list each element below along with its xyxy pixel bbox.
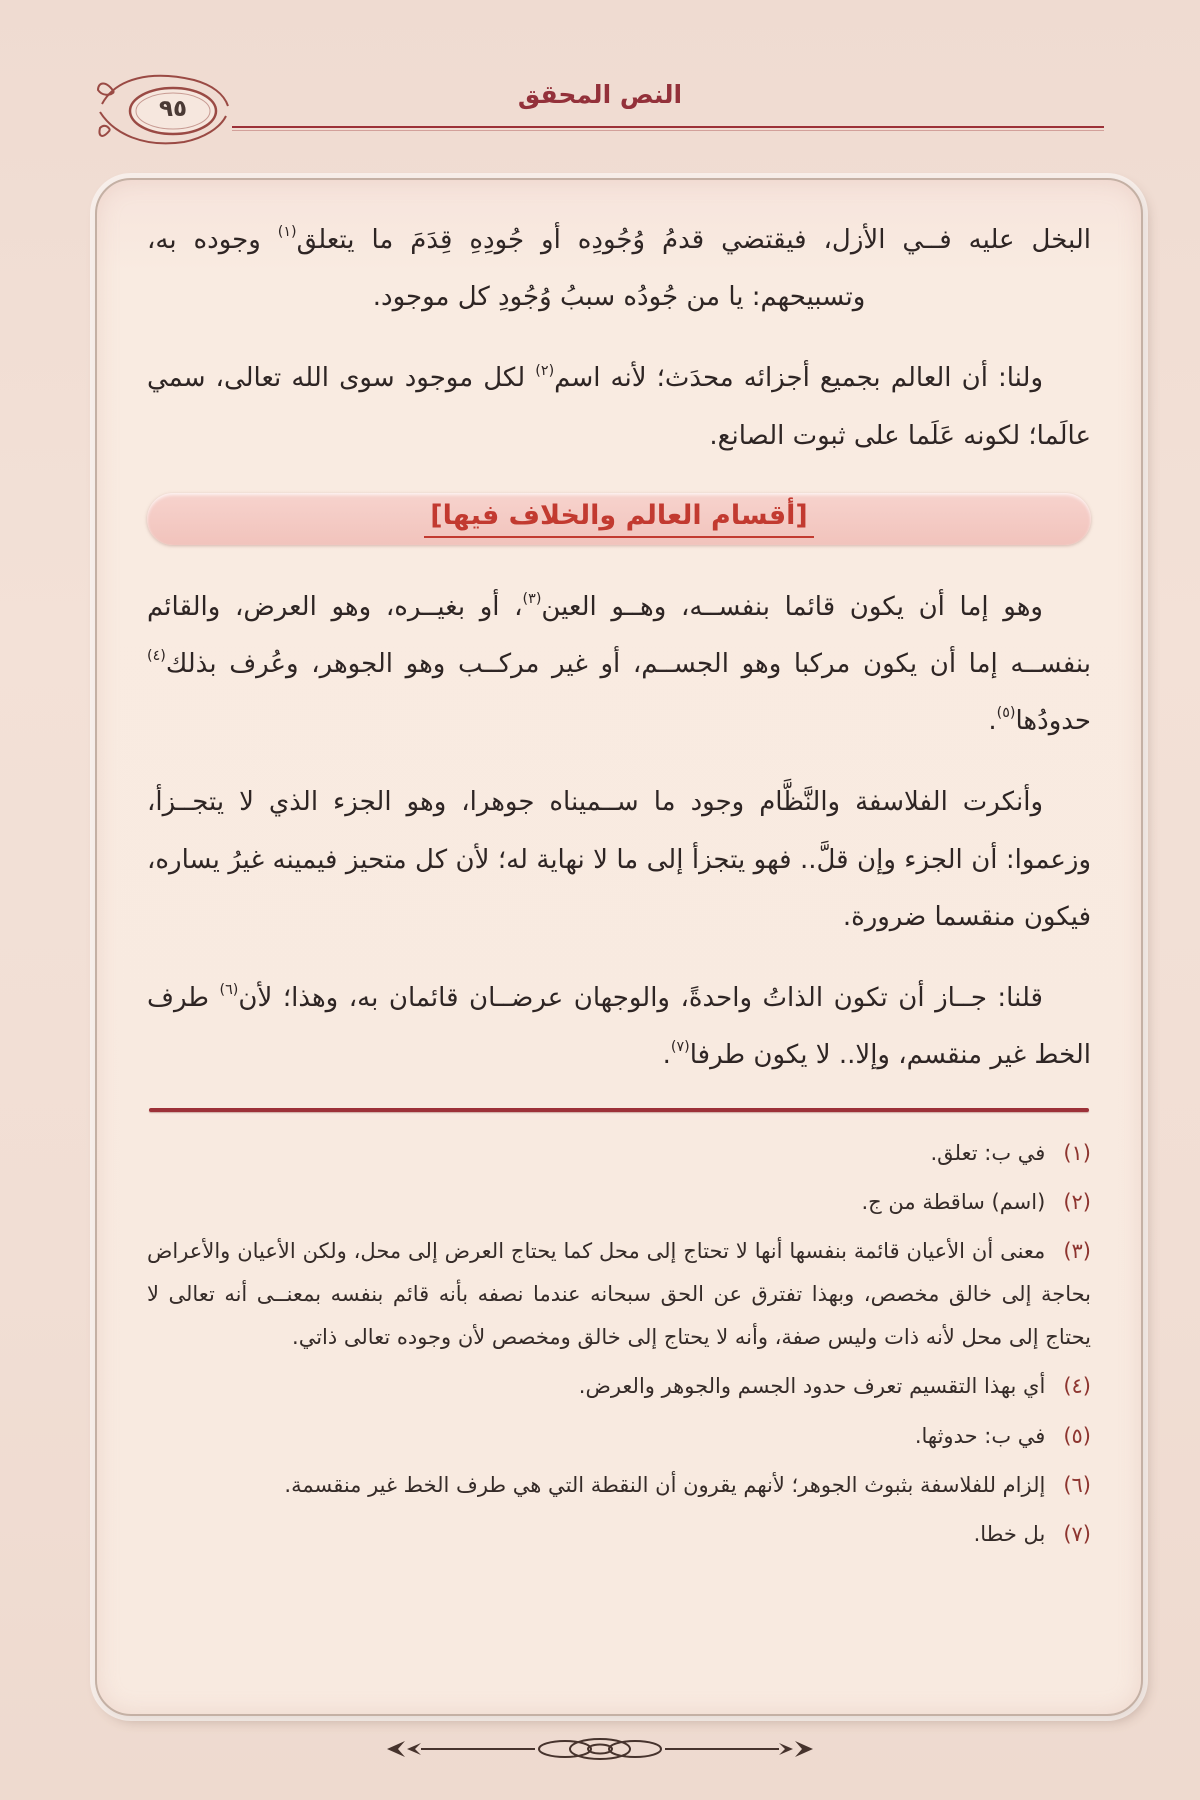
footnote-text: بل خطا. (973, 1521, 1046, 1546)
footnote-number: (٦) (1063, 1472, 1091, 1497)
footnotes-section (147, 1132, 1091, 1555)
footnote-separator (149, 1108, 1089, 1112)
footnote-number: (٣) (1063, 1239, 1091, 1264)
paragraph: قلنا: جــاز أن تكون الذاتُ واحدةً، والوجهان عرضــان قائمان به، وهذا؛ لأن$^{(٦)}$ طرف الخط غير منقسم، وإلا.. لا يكون طرفا$^{(٧)}$. (147, 982, 1091, 1071)
page-number: ٩٥ (158, 96, 188, 122)
footnote-number: (٧) (1063, 1521, 1091, 1546)
divider-ornament-icon (385, 1736, 815, 1762)
paragraph: ولنا: أن العالم بجميع أجزائه محدَث؛ لأنه اسم$^{(٢)}$ لكل موجود سوى الله تعالى، سمي عالَما؛ لكونه عَلَما على ثبوت الصانع. (147, 362, 1091, 451)
footnote-number: (١) (1063, 1141, 1091, 1166)
footnote-text: في ب: تعلق. (930, 1141, 1046, 1166)
footnote-item (147, 1181, 1091, 1224)
footnote-text: إلزام للفلاسفة بثبوث الجوهر؛ لأنهم يقرون أن النقطة التي هي طرف الخط غير منقسمة. (284, 1472, 1046, 1497)
bottom-ornament (0, 1736, 1200, 1762)
footnote-text: معنى أن الأعيان قائمة بنفسها أنها لا تحتاج إلى محل كما يحتاج العرض إلى محل، ولكن الأعيان والأعراض بحاجة إلى خالق مخصص، وبهذا تفترق عن الحق سبحانه عندما نصفه بأنه قائم بنفسه بمعنــى أنه تعالى لا يحتاج إلى محل لأنه ذات وليس صفة، وأنه لا يحتاج إلى خالق ومخصص لأن وجوده تعالى ذاتي. (147, 1239, 1091, 1350)
footnote-text: (اسم) ساقطة من ج. (861, 1190, 1046, 1215)
section-heading (147, 493, 1091, 545)
footnote-item (147, 1132, 1091, 1175)
main-text-box (95, 178, 1143, 1716)
paragraph: وهو إما أن يكون قائما بنفســه، وهــو العين$^{(٣)}$، أو بغيــره، وهو العرض، والقائم بنفســه إما أن يكون مركبا وهو الجســم، أو غير مركــب وهو الجوهر، وعُرف بذلك$^{(٤)}$ حدودُها$^{(٥)}$. (147, 590, 1091, 737)
header-rule (232, 126, 1104, 128)
footnote-number: (٥) (1063, 1423, 1091, 1448)
footnote-number: (٢) (1063, 1190, 1091, 1215)
footnote-item (147, 1464, 1091, 1507)
footnote-item (147, 1513, 1091, 1556)
footnote-item (147, 1230, 1091, 1359)
footnote-number: (٤) (1063, 1374, 1091, 1399)
footnote-item (147, 1365, 1091, 1408)
section-heading-text: [أقسام العالم والخلاف فيها] (424, 500, 813, 538)
paragraph: البخل عليه فــي الأزل، فيقتضي قدمُ وُجُودِه أو جُودِهِ قِدَمَ ما يتعلق$^{(١)}$ وجوده به، وتسبيحهم: يا من جُودُه سببُ وُجُودِ كل موجود. (147, 224, 1091, 313)
footnote-text: في ب: حدوثها. (914, 1423, 1046, 1448)
footnote-text: أي بهذا التقسيم تعرف حدود الجسم والجوهر والعرض. (578, 1374, 1046, 1399)
page-title: النص المحقق (517, 80, 683, 109)
footnote-item (147, 1415, 1091, 1458)
paragraph: وأنكرت الفلاسفة والنَّظَّام وجود ما ســميناه جوهرا، وهو الجزء الذي لا يتجــزأ، وزعموا: أن الجزء وإن قلَّ.. فهو يتجزأ إلى ما لا نهاية له؛ لأن كل متحيز فيمينه غيرُ يساره، فيكون منقسما ضرورة. (147, 787, 1091, 932)
